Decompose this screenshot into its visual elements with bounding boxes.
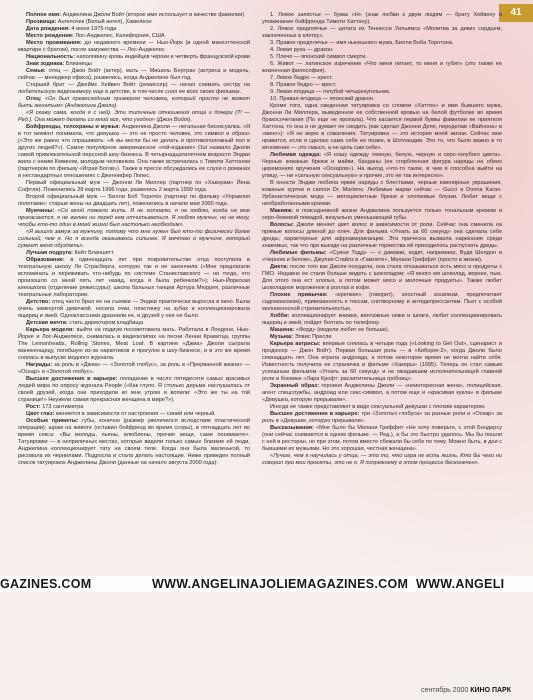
paragraph xyxy=(18,54,250,61)
paragraph xyxy=(262,341,502,383)
paragraph-text: Второй официальный муж — Билли Боб Торнтон (партнер по фильму «Управляя полетами»; старше жены на двадцать лет), поженились в начале мая 2000 года. xyxy=(18,194,250,207)
paragraph-text: 3. Правое предплечье — имя нынешнего мужа, Билли Боба Торнтона. xyxy=(270,40,454,46)
paragraph xyxy=(262,40,502,47)
paragraph-label: Награды: xyxy=(26,362,53,368)
paragraph-text: губы, конечно (размер увеличился вследствие пластической операции); шрам на животе (оставил бойфренд во время ссоры), в пятнадцать лет во время секса: «Вы молоды, пьяны, влюблены, прочие вещи, сами понимаете». Татуировки — в неприличных местах, которые видели только самые близкие ей люди, Анджелина коллекционирует тату на своем теле. Когда она была маленькой, то рисовала их чернилами. Подросла и стала делать настоящие. Ниже приведен полный список татуировок Анджелины Джоли (данные на начало августа 2000 года): xyxy=(18,418,250,466)
paragraph xyxy=(262,152,502,180)
paragraph-text: 7. Левое бедро — крест. xyxy=(270,75,333,81)
paragraph xyxy=(18,26,250,33)
paragraph-label: Любимая одежда: xyxy=(270,152,322,158)
paragraph xyxy=(18,299,250,320)
paragraph-text: «Я скажу сама, когда я с ней). Эти типичные отношения отца и дочери (?! — Ред.). Она может делать со мной все, что угодно» (Джон Войт). xyxy=(18,110,250,123)
paragraph-text: 4. Левая рука — дракон. xyxy=(270,47,334,53)
paragraph xyxy=(262,383,502,404)
paragraph-label: Знак зодиака: xyxy=(26,61,65,67)
paragraph xyxy=(262,47,502,54)
paragraph xyxy=(262,327,502,334)
watermark-center: WWW.ANGELINAJOLIEMAGAZINES.COM xyxy=(152,577,409,591)
paragraph-text: 8. Правое бедро — крест. xyxy=(270,82,337,88)
watermark-right: WWW.ANGELI xyxy=(416,577,505,591)
paragraph-label: Хобби: xyxy=(270,313,290,319)
paragraph xyxy=(262,404,502,411)
paragraph xyxy=(18,194,250,208)
paragraph-text: отец часто брал ее на съемки — Энджи практически выросла в кино. Была очень замкнутой девочкой, носила очки, пластинку на зубах и коллекционировала ящериц и змей. Одноклассники дразнили ее, и друзей у нее не было. xyxy=(18,299,250,319)
paragraph-label: Детство: xyxy=(26,299,51,305)
paragraph-text: Лос-Анджелес, Калифорния, США xyxy=(73,33,165,39)
paragraph-label: Особые приметы: xyxy=(26,418,79,424)
paragraph-text: впервые снялась в четыре года («Looking to Get Out», сценарист и продюсер — Джон Войт). Первая большая роль — в «Киборге-2», когда Джоли было семнадцать лет. Она играла андроида, а потом некоторое время не могла найти себя. Известность получила ее страничка в фильме «Хакеры» (1995). Теперь он стал самым успешным фильмом «Угнать за 60 секунд» и не ожидавшим исполнительницей главной роли в боевике «Лара Крофт: расхитительница гробниц». xyxy=(262,341,503,382)
paragraph-label: Рост: xyxy=(26,404,41,410)
paragraph-label: Цвет глаз: xyxy=(26,411,55,417)
paragraph xyxy=(18,362,250,376)
paragraph-text: Кроме того, одна сведенная татуировка со словом «Хаттон» и имя бывшего мужа, Джонни Ли Миллера, выведенное ее собственной кровью на белой футболке во время бракосочетания (По еще не пропала). Что касается первой буквы фамилии ее приятеля Хаттона, то она и не думает ее сводить (как сделал Джонни Депп, переделав «Вайнона» в «вино»): «Я не верю в сожаления. Татуировка — это история моей жизни. Сейчас мне нравится, если я сделаю сама себе ее позже, в Шотландии. Это то, что было важно в то мгновение — это смысл, а не цель сам себе». xyxy=(262,103,502,151)
paragraph xyxy=(262,250,502,264)
paragraph-label: Бойфренды, телохраны и мужья: xyxy=(26,124,121,130)
paragraph-text: Иногда ее также представляют в виде сексуальной девушки с плохим характером. xyxy=(270,404,486,410)
paragraph xyxy=(262,54,502,61)
right-column xyxy=(262,12,502,467)
paragraph-text: героиня Анджелины Джоли — «неинтересная жена», полицейская, агент спецслужбы, андроид или секс-символ, а потом еще и «красивая кукла» в фильме «Девушка, которую прерывали». xyxy=(262,383,502,403)
paragraph-label: Место рождения: xyxy=(26,33,74,39)
paragraph xyxy=(18,418,250,467)
paragraph xyxy=(262,208,502,222)
paragraph-label: Высшее достижение в карьере: xyxy=(26,376,118,382)
paragraph-label: Лучшая подруга: xyxy=(26,250,73,256)
paragraph-text: «Суини Тодд» — с дамами, ходят, напримaep, Вуди Шелдон и «Черном и белом», Джулия Стайлз в «Гамлете», Мелани Гриффит (просто в жизни). xyxy=(262,250,502,263)
left-column xyxy=(18,12,250,467)
paragraph-text: «Лучше, чем я научилась у отца, — это то, что игра не есть жизнь. Кто бы чего ни говорил про мои проекты, это не я. Я попрежнему в этом процессе бесконечен». xyxy=(262,453,502,466)
paragraph-text: меняется в зависимости от настроения — синий или черный. xyxy=(54,411,216,417)
paragraph-text: «Со мной тяжело жить. Я не готовлю, я не люблю, когда на мне прикасаются, я не желаю ни перед кем отчитываться. Я люблю мужчин, но не могу, чтобы кто-то один в моей жизни был настолько необходим». xyxy=(18,208,250,228)
paragraph xyxy=(18,96,250,110)
paragraph-label: Высказывания: xyxy=(270,425,314,431)
paragraph-text: 2. Левое предплечье — цитата из Теннесси Уильямса «Молитва за диких сердцем, заключенных в клетку». xyxy=(262,26,502,39)
paragraph-text: Джоли меняет цвет волос в зависимости от роли. Сейчас она сменила на прямые волосы длиной до плеч. Для фильма «Угнать за 60 секунд» она сделала себе дреды, характерные для афроамериканцев. Эта прическа вызвала нарекания среди знакомых, так что при выезде на различные торжества ей приходилось распускать дреды. xyxy=(262,222,502,249)
paragraph-text: 5. Плечо — японский символ смерти. xyxy=(270,54,367,60)
paragraph-text: «Мне было бы Мелани Гриффит «Не хочу поверьте, с этой Бондерсу (они сейчас снимаются в одном фильме. — Ред.), а бы это быстро удалось. Мы бы пошли с ней в ресторан, но при этом, потом вместе сбежали бы себе по тему. Можно быть, в дни с бывшими их мужьями. Но это хорошая, честная женщина». xyxy=(262,425,502,452)
page-footer xyxy=(421,687,511,694)
paragraph-text: Кейт Бланшетт xyxy=(72,250,114,256)
paragraph-label: Машина: xyxy=(270,327,295,333)
paragraph xyxy=(18,229,250,250)
paragraph-label: Карьера актрисы: xyxy=(270,341,321,347)
paragraph-label: Место проживания: xyxy=(26,40,82,46)
page-number: 41 xyxy=(499,4,533,22)
paragraph xyxy=(18,180,250,194)
paragraph-text: Первый официальный муж — Джонни Ли Миллер (партнер по «Хакерам» Йена Софтли). Поженились 28 марта 1996 года, развелись 2 марта 1999 года. xyxy=(18,180,250,193)
paragraph-text: наполовину кровь индейцев чероки и четверть французской крови xyxy=(74,54,250,60)
paragraph-label: Любимые фильмы: xyxy=(270,250,327,256)
paragraph-text: Близнецы xyxy=(64,61,92,67)
paragraph-label: Детская мечта: xyxy=(26,320,68,326)
paragraph-label: Музыка: xyxy=(270,334,294,340)
paragraph-label: Высшее достижение в карьере: xyxy=(270,411,360,417)
paragraph-text: «Он был превосходным примером человека, который просто не может быть женатым» (Анджелина Джоли). xyxy=(18,96,250,109)
paragraph xyxy=(262,425,502,453)
paragraph-text: 1. Левое запястье — буква «Н» (знак любви к двум людям — брату Хейвену и упоминание бойфренда Тимоти Хаттону). xyxy=(262,12,502,25)
paragraph-text: 10. Правая ягодица — японский дракон. xyxy=(270,96,375,102)
paragraph-text: Элвис Пресли xyxy=(293,334,332,340)
paragraph-label: Национальность: xyxy=(26,54,75,60)
paragraph xyxy=(262,313,502,327)
paragraph-label: Карьера модели: xyxy=(26,327,75,333)
paragraph-label: Прозвища: xyxy=(26,19,57,25)
paragraph xyxy=(262,222,502,250)
paragraph-text: В юности Энджи любила яркие наряды с блестками, черные ювелирные украшения, кожаные куртки и сапоги Dr. Martens. Любимые марки сейчас — Gucci и Donna Karan. Урбанистическая мода — мотоциклетные брюки и хлопковые блузки. Любит вещи с необработанными краями. xyxy=(262,180,502,207)
paragraph-text: отец — Джон Войт (актер), мать — Мишель Бертран (актриса и модель, сейчас — менеджер офиса), развелись, когда Анджелине был год. xyxy=(18,68,250,81)
paragraph-text: 6. Живот — латинское изречение «Что меня питает, то меня и губит» (это также ее жизненная философия). xyxy=(262,61,502,74)
paragraph-text: 9. Левая ягодица — голубой четырехугольник. xyxy=(270,89,391,95)
paragraph-text: Ангелочек (Белый ангел), Хамелеон xyxy=(56,19,152,25)
footer-issue: сентябрь 2000 xyxy=(420,687,469,694)
paragraph-text: после того как Джоли похудела, она стала отказываться есть мясо и продукты с ГМО. Недавно ее стали больше видеть с шоколадом: «Я много ем шоколад, вернее, пью. Для этого она ест хлопья, а потом может мясо и молочные продукты». Также любит шоколадное мороженое в роллах и кофе. xyxy=(262,264,502,291)
paragraph-label: Диета: xyxy=(270,264,289,270)
footer-magazine: КИНО ПАРК xyxy=(470,687,511,694)
paragraph-text: 4 июня 1975 года xyxy=(69,26,117,32)
paragraph xyxy=(262,12,502,26)
paragraph-label: Отец: xyxy=(26,96,42,102)
paragraph xyxy=(18,82,250,96)
paragraph xyxy=(18,40,250,54)
paragraph xyxy=(262,26,502,40)
paragraph-text: Анджелина Джоли — легальная бисексуалка. «Я в тот момент понимала, что девушка — это не просто человек, это символ и образ» («Это же равно что спрашивать: «А вы могли бы не делать и противоположный пол в других людей?»). Самое популярное американское «гей-издание» Out назвало Джоли самой привлекательной персоной шоу-бизнеса. В четырнадцатилетнем возрасте Энджи жила с неким Кевином, молодым человеком. Она также встречалась с Тимоти Хаттоном (партнером по фильму «Играя Богов»). Также в прессе обсуждались ее слухи о романах и нестандартных отношениях с Дженнифер Лопес. xyxy=(18,124,250,179)
paragraph xyxy=(262,82,502,89)
paragraph-label: Образование: xyxy=(26,257,65,263)
paragraph-text: за роль в «Джиа» — «Золотой глобус», за роль в «Прерванной жизни» — «Оскар» и «Золотой глобус». xyxy=(18,362,250,375)
paragraph-text: выйти на подиум посоветовала мать. Работала в Лондоне, Нью-Йорке и Лос-Анджелесе, снималась в видеоклипах на песни Ленни Кравитца, группы The Lemonheads, Rolling Stones, Meat Loaf. В картине «Джиа» Джоли сыграла манекенщицу, погибшую из-за наркотиков и прогулок в шоу-бизнесе, и в это же время снялась в выпуске модного журнала. xyxy=(18,327,250,361)
paragraph xyxy=(262,96,502,103)
paragraph-label: Мужчины: xyxy=(26,208,55,214)
paragraph xyxy=(262,180,502,208)
paragraph-text: «крепкие» (говорит), злостный эскапизм, предпочитает садомазохизм), привязанность к тексам, снотворному и антидепрессантам. Пьет с особой молниеносной стремительностью. xyxy=(262,292,502,312)
paragraph-label: Волосы: xyxy=(270,222,294,228)
paragraph xyxy=(262,103,502,152)
paragraph-label: Дата рождения: xyxy=(26,26,70,32)
paragraph-text: «Я ношу одежду темную, белую, черную и серо-голубого цвета». Черные кожаные брюки и майки, банданы (ее сгорбленная фигура наряды на обеих церемониях вручения «Оскаров»). На выход «что-то такое, в чем я способна выйти на улицу, — ни «сильную сексуальную» и прочие, это не так интересно». xyxy=(262,152,502,179)
paragraph-label: Макияж: xyxy=(270,208,294,214)
paragraph xyxy=(18,404,250,411)
paragraph xyxy=(18,124,250,180)
paragraph xyxy=(18,411,250,418)
paragraph-text: до недавнего времени — Нью-Йорк (в одной манхэттенской квартире с братом), после замужества — Лос-Анджелес xyxy=(18,40,250,53)
paragraph-text: 173 сантиметра xyxy=(40,404,84,410)
paragraph-text: в одиннадцать лет при покровительстве отца поступила в театральную школу Ли Страсберга, которую так и не закончила («Мне предлагали вспоминать и переживать что-нибудь по системе Станиславского — но тогда, что произошло со мной пять лет назад, когда я была ребенком?»); Нью-Йоркская киношкола (отделение режиссуры); школа бальных танцев Артура Мюррея, различные театральные лаборатории. xyxy=(18,257,250,298)
paragraph xyxy=(262,264,502,292)
paragraph xyxy=(18,208,250,229)
paragraph-text: попадание в число пятидесяти самых красивых людей мира по опросу журнала People («Как глупо. Я столько дерьма наслушалась от своей друзей, когда они приходили ко мне утром и вопили: «Это же ты на той странице!» Неужели самая прекрасная женщина в мире?»). xyxy=(18,376,250,403)
paragraph-text: Старший брат — Джеймс Хейвен Войт (режиссер) — начал снимать сестру на любительскую видеокамеру еще в детстве, в том числе снял ее всех своих фильмах. xyxy=(18,82,250,95)
paragraph xyxy=(262,89,502,96)
paragraph-label: Полное имя: xyxy=(26,12,62,18)
paragraph-text: стать директором кладбища xyxy=(67,320,144,326)
paragraph xyxy=(18,250,250,257)
watermark-left: GAZINES.COM xyxy=(0,577,92,591)
paragraph xyxy=(18,12,250,19)
paragraph-label: Семья: xyxy=(26,68,46,74)
paragraph-text: коллекционирует книжки, винтажные ножи и шпаги, любит коллекционировать ящериц и змей, пойдет болтать по телефону. xyxy=(262,313,502,326)
paragraph xyxy=(262,453,502,467)
paragraph-text: три «Золотых глобуса» за разные роли и «Оскар» за роль в «Девушке, которую прерывали». xyxy=(262,411,503,424)
paragraph xyxy=(18,110,250,124)
paragraph xyxy=(262,411,502,425)
paragraph xyxy=(18,68,250,82)
paragraph-text: в повседневной жизни Анджелина пользуется только тональным кремом и серо-бежевой помадой, визуально уменьшающей губы. xyxy=(262,208,502,221)
paragraph xyxy=(18,327,250,362)
paragraph xyxy=(18,61,250,68)
paragraph xyxy=(18,19,250,26)
paragraph xyxy=(262,75,502,82)
paragraph xyxy=(18,257,250,299)
paragraph-label: Экранный образ: xyxy=(270,383,319,389)
paragraph xyxy=(262,334,502,341)
paragraph xyxy=(262,292,502,313)
paragraph-text: Анджелина Джоли Войт (второе имя использует в качестве фамилии) xyxy=(61,12,245,18)
paragraph-label: Плохие привычки: xyxy=(270,292,328,298)
paragraph-text: «Форд» (модели любит ее больше). xyxy=(294,327,390,333)
paragraph xyxy=(18,376,250,404)
paragraph xyxy=(18,320,250,327)
paragraph xyxy=(262,61,502,75)
paragraph-text: «Я вышла замуж за мужчину, потому что мне нужен был кто-то физически более сильный, чем я. Но я всегда оказываюсь сильнее. Я мечтаю о мужчине, который сумеет меня обуздать». xyxy=(18,229,250,249)
paragraph xyxy=(18,33,250,40)
